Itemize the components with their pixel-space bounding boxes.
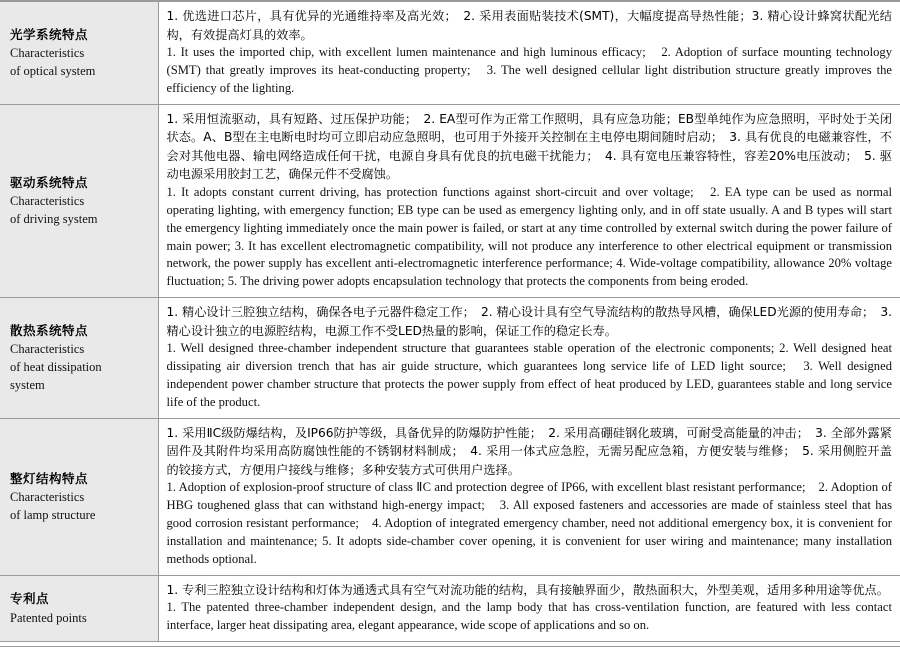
row-label-en-line1: Characteristics [10, 342, 85, 357]
row-text-en: 1. The patented three-chamber independent design, and the lamp body that has cross-ventilation function, are featured with less contact interface, larger heat dissipating area, elegant appearance, wide scope of applications and so on. [166, 600, 892, 633]
row-content-patented-points [158, 575, 900, 641]
row-label-en-line1: Patented points [10, 610, 87, 625]
row-label-en-line1: Characteristics [10, 46, 85, 61]
row-text-en: 1. Adoption of explosion-proof structure of class ⅡC and protection degree of IP66, with excellent blast resistant performance; 2. Adoption of HBG toughened glass that can withstand high-energy impact; 3. All exposed fasteners and accessories are made of stainless steel that has good corrosion resistant performance; 4. Adoption of integrated emergency chamber, need not additional emergency box, it is convenient for installation and maintenance; 5. It adopts side-chamber cover opening, it is convenient for user wiring and maintenance; many installation methods optional. [166, 480, 892, 566]
row-text-cn: 1. 优选进口芯片，具有优异的光通维持率及高光效； 2. 采用表面贴装技术(SMT)，大幅度提高导热性能；3. 精心设计蜂窝状配光结构，有效提高灯具的效率。 [166, 9, 892, 42]
row-content-optical-system [158, 2, 900, 105]
table-row [0, 104, 900, 297]
row-text-en: 1. It uses the imported chip, with excellent lumen maintenance and high luminous efficacy; 2. Adoption of surface mounting technology (SMT) that greatly improves its heat-conducting property; 3. The well designed cellular light distribution structure greatly improves the efficiency of the lighting. [166, 45, 892, 95]
row-label-cn: 散热系统特点 [10, 323, 89, 339]
row-text-cn: 1. 采用ⅡC级防爆结构，及IP66防护等级，具备优异的防爆防护性能； 2. 采用高硼硅钢化玻璃，可耐受高能量的冲击； 3. 全部外露紧固件及其附件均采用高防腐蚀性能的不锈钢材料制成； 4. 采用一体式应急腔，无需另配应急箱，方便安装与维修； 5. 采用侧腔开盖的铰接方式，方便用户接线与维修；多种安装方式可供用户选择。 [166, 425, 892, 477]
row-label-en-line1: Characteristics [10, 489, 85, 504]
row-label-cn: 驱动系统特点 [10, 175, 89, 190]
row-label-cn: 整灯结构特点 [10, 470, 89, 486]
row-text-en: 1. Well designed three-chamber independent structure that guarantees stable operation of the electronic components; 2. Well designed heat dissipating air diversion trench that has air guide structure, which guarantees long service life of LED light source; 3. Well designed independent power chamber structure that protects the power supply from effect of heat produced by LED, guarantees stable and long service life of the product. [166, 341, 892, 409]
table-row [0, 575, 900, 641]
row-label-cn: 光学系统特点 [10, 26, 89, 42]
row-text-en: 1. It adopts constant current driving, has protection functions against short-circuit and over voltage; 2. EA type can be used as normal operating lighting, with emergency function; EB type can be used as emergency lighting only, and in off state usually. A and B types will start the emergency lighting immediately once the main power is failed, or start at any time controlled by external switch during the power failure of main power; 3. It has excellent electromagnetic compatibility, will not produce any interference to other electrical equipment or transmission network, the power supply has excellent anti-electromagnetic interference performance; 4. Wide-voltage compatibility, allowance 20% voltage fluctuation; 5. The driving power adopts encapsulation technology that protects the components from being eroded. [166, 184, 892, 289]
table-row [0, 298, 900, 419]
row-label-driving-system [0, 104, 158, 297]
row-text-cn: 1. 专利三腔独立设计结构和灯体为通透式具有空气对流功能的结构，具有接触界面少，散热面积大，外型美观，适用多种用途等优点。 [166, 582, 889, 597]
row-text-cn: 1. 精心设计三腔独立结构，确保各电子元器件稳定工作； 2. 精心设计具有空气导流结构的散热导风槽，确保LED光源的使用寿命； 3. 精心设计独立的电源腔结构，电源工作不受LED热量的影响，保证工作的稳定长寿。 [166, 305, 892, 338]
row-label-en-line2: of driving system [10, 212, 98, 226]
row-label-en-line1: Characteristics [10, 194, 85, 209]
row-label-cn: 专利点 [10, 591, 50, 607]
row-content-lamp-structure [158, 418, 900, 575]
table-row [0, 418, 900, 575]
row-label-optical-system [0, 2, 158, 105]
row-label-en-line2: of optical system [10, 63, 96, 78]
row-label-lamp-structure [0, 418, 158, 575]
specification-table [0, 1, 900, 642]
row-label-en-line2: of lamp structure [10, 507, 96, 522]
table-row [0, 2, 900, 105]
row-content-heat-dissipation-system [158, 298, 900, 419]
row-text-cn: 1. 采用恒流驱动，具有短路、过压保护功能； 2. EA型可作为正常工作照明，具有应急功能；EB型单纯作为应急照明，平时处于关闭状态。A、B型在主电断电时均可立即启动应急照明，也可用于外接开关控制在主电停电期间随时启动； 3. 具有优良的电磁兼容性，不会对其他电器、输电网络造成任何干扰，电源自身具有优良的抗电磁干扰能力； 4. 具有宽电压兼容特性，容差20%电压波动； 5. 驱动电源采用胶封工艺，确保元件不受腐蚀。 [166, 111, 892, 182]
row-label-en-line2: of heat dissipation [10, 360, 102, 375]
row-label-en-line3: system [10, 377, 45, 392]
row-label-patented-points [0, 575, 158, 641]
row-label-heat-dissipation-system [0, 298, 158, 419]
row-content-driving-system [158, 104, 900, 297]
